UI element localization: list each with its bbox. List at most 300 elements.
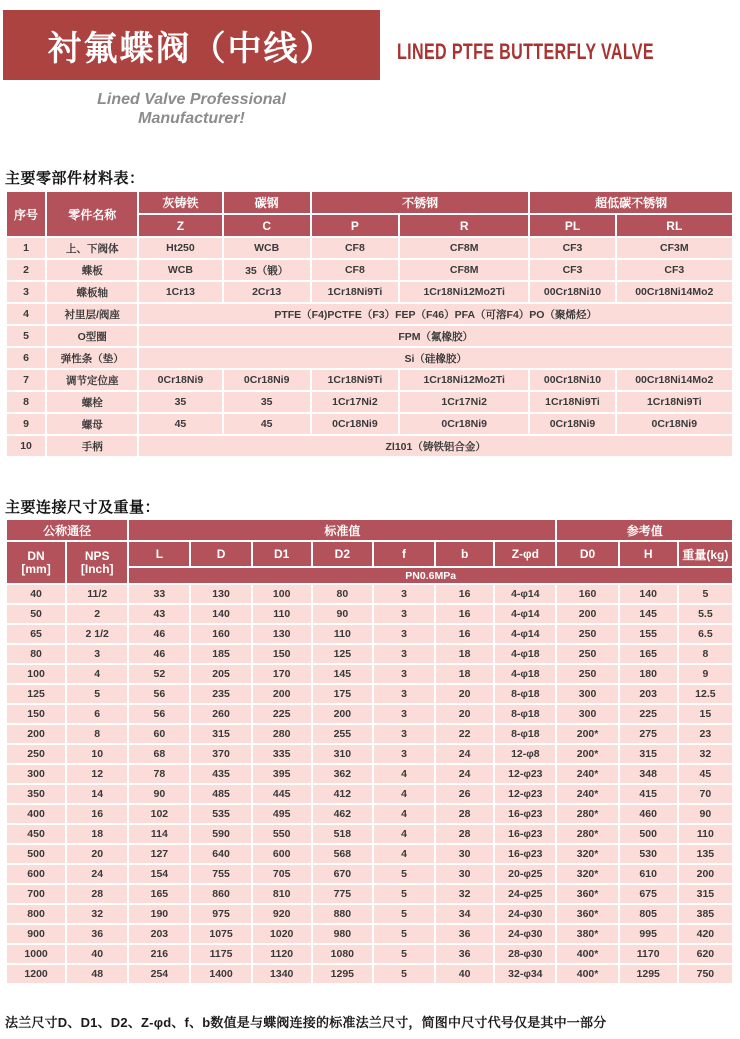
table-row — [7, 765, 732, 783]
table-cell: 8 — [67, 725, 127, 743]
table-cell: 400* — [557, 945, 617, 963]
table-cell: 385 — [679, 905, 732, 923]
table-cell: CF3M — [617, 238, 732, 258]
table-cell: 18 — [436, 665, 493, 683]
code-header-pl: PL — [530, 215, 614, 236]
table-cell: 弹性条（垫） — [47, 348, 137, 368]
table-cell: 4 — [374, 805, 434, 823]
table-row — [7, 625, 732, 643]
table-cell: 10 — [7, 436, 45, 456]
table-row — [7, 304, 732, 324]
table-cell: 310 — [313, 745, 372, 763]
table-cell: Zl101（铸铁铝合金） — [139, 436, 732, 456]
table-cell: 90 — [129, 785, 189, 803]
table-cell: 315 — [620, 745, 677, 763]
table-cell: 400* — [557, 965, 617, 983]
table-cell: 00Cr18Ni14Mo2 — [617, 282, 732, 302]
subtitle — [3, 90, 380, 128]
table-cell: 610 — [620, 865, 677, 883]
table-cell: 205 — [191, 665, 250, 683]
table-cell: 70 — [679, 785, 732, 803]
table-cell: 127 — [129, 845, 189, 863]
table-cell: 45 — [679, 765, 732, 783]
table-cell: 1Cr18Ni9Ti — [312, 370, 398, 390]
table-cell: 14 — [67, 785, 127, 803]
col-header-d2: D2 — [313, 542, 372, 566]
table-cell: 0Cr18Ni9 — [400, 414, 528, 434]
col-header-z-phi-d: Z-φd — [495, 542, 555, 566]
table-cell: 上、下阀体 — [47, 238, 137, 258]
table-cell: 4 — [374, 845, 434, 863]
table-cell: 800 — [7, 905, 65, 923]
code-header-z: Z — [139, 215, 221, 236]
table-cell: 1Cr17Ni2 — [400, 392, 528, 412]
code-header-rl: RL — [617, 215, 732, 236]
table-cell: 568 — [313, 845, 372, 863]
table-cell: 12.5 — [679, 685, 732, 703]
table-cell: 16 — [67, 805, 127, 823]
table-cell: 手柄 — [47, 436, 137, 456]
table-cell: 32 — [67, 905, 127, 923]
table-cell: 180 — [620, 665, 677, 683]
table-cell: 110 — [253, 605, 311, 623]
table-cell: 920 — [253, 905, 311, 923]
table-cell: 28 — [67, 885, 127, 903]
table-cell: 530 — [620, 845, 677, 863]
table-cell: 240* — [557, 785, 617, 803]
dn-unit: [mm] — [21, 561, 51, 576]
table-cell: 00Cr18Ni10 — [530, 282, 614, 302]
table-cell: 0Cr18Ni9 — [530, 414, 614, 434]
table-cell: 3 — [7, 282, 45, 302]
table-cell: 160 — [191, 625, 250, 643]
table-cell: 380* — [557, 925, 617, 943]
table-cell: 130 — [253, 625, 311, 643]
materials-table — [5, 190, 734, 458]
table-cell: 462 — [313, 805, 372, 823]
table-cell: 360* — [557, 885, 617, 903]
table-cell: 675 — [620, 885, 677, 903]
table-row — [7, 585, 732, 603]
table-cell: 56 — [129, 705, 189, 723]
table-cell: 16-φ23 — [495, 825, 555, 843]
table-cell: 22 — [436, 725, 493, 743]
table-cell: 170 — [253, 665, 311, 683]
table-cell: 5 — [679, 585, 732, 603]
table-cell: 160 — [557, 585, 617, 603]
table-cell: 8 — [7, 392, 45, 412]
table-cell: 1Cr18Ni9Ti — [312, 282, 398, 302]
table-cell: 360* — [557, 905, 617, 923]
table-cell: 250 — [557, 645, 617, 663]
table-cell: 30 — [436, 865, 493, 883]
table-cell: 1Cr18Ni9Ti — [617, 392, 732, 412]
table-cell: 400 — [7, 805, 65, 823]
group-header-gray-iron: 灰铸铁 — [139, 192, 221, 213]
table-cell: 4 — [374, 785, 434, 803]
table-cell: 150 — [253, 645, 311, 663]
table-cell: WCB — [139, 260, 221, 280]
table-row — [7, 605, 732, 623]
group-header-reference-values: 参考值 — [557, 520, 732, 540]
code-header-p: P — [312, 215, 398, 236]
table-cell: 315 — [191, 725, 250, 743]
table-cell: 48 — [67, 965, 127, 983]
table-cell: 26 — [436, 785, 493, 803]
col-header-f: f — [374, 542, 434, 566]
table-cell: 250 — [557, 665, 617, 683]
materials-table-body — [7, 238, 732, 456]
table-row — [7, 865, 732, 883]
table-cell: 8-φ18 — [495, 705, 555, 723]
table-row — [7, 370, 732, 390]
table-cell: 315 — [679, 885, 732, 903]
table-cell: 362 — [313, 765, 372, 783]
table-cell: CF3 — [617, 260, 732, 280]
header-row-columns — [7, 542, 732, 566]
english-title: LINED PTFE BUTTERFLY VALVE — [397, 39, 654, 64]
table-cell: 280* — [557, 805, 617, 823]
table-cell: 0Cr18Ni9 — [139, 370, 221, 390]
table-cell: 140 — [620, 585, 677, 603]
table-row — [7, 705, 732, 723]
table-cell: 250 — [557, 625, 617, 643]
table-cell: 1Cr13 — [139, 282, 221, 302]
col-header-d1: D1 — [253, 542, 311, 566]
table-cell: 8-φ18 — [495, 725, 555, 743]
table-cell: 5 — [374, 905, 434, 923]
table-cell: 600 — [253, 845, 311, 863]
table-cell: 15 — [679, 705, 732, 723]
table-row — [7, 725, 732, 743]
table-cell: 18 — [67, 825, 127, 843]
table-cell: 1Cr17Ni2 — [312, 392, 398, 412]
table-cell: 3 — [374, 705, 434, 723]
table-cell: 260 — [191, 705, 250, 723]
table-cell: 40 — [436, 965, 493, 983]
table-row — [7, 945, 732, 963]
table-cell: 68 — [129, 745, 189, 763]
table-cell: 145 — [313, 665, 372, 683]
table-cell: 0Cr18Ni9 — [617, 414, 732, 434]
table-cell: 980 — [313, 925, 372, 943]
table-cell: 5 — [374, 865, 434, 883]
table-cell: 450 — [7, 825, 65, 843]
table-cell: 100 — [253, 585, 311, 603]
table-cell: 1295 — [313, 965, 372, 983]
table-cell: 620 — [679, 945, 732, 963]
group-header-nominal-diameter: 公称通径 — [7, 520, 127, 540]
table-cell: 40 — [7, 585, 65, 603]
table-cell: 5 — [7, 326, 45, 346]
table-cell: 4-φ18 — [495, 665, 555, 683]
table-cell: 3 — [374, 605, 434, 623]
table-cell: 4 — [67, 665, 127, 683]
dimensions-table — [5, 518, 734, 985]
table-cell: 590 — [191, 825, 250, 843]
table-cell: 255 — [313, 725, 372, 743]
table-cell: 110 — [313, 625, 372, 643]
table-cell: 1175 — [191, 945, 250, 963]
table-cell: 140 — [191, 605, 250, 623]
section-title-dimensions: 主要连接尺寸及重量： — [5, 499, 161, 516]
table-cell: 200 — [557, 605, 617, 623]
table-cell: 1075 — [191, 925, 250, 943]
table-row — [7, 965, 732, 983]
table-cell: 35（锻） — [224, 260, 310, 280]
table-cell: 114 — [129, 825, 189, 843]
table-cell: 24 — [436, 745, 493, 763]
table-cell: 11/2 — [67, 585, 127, 603]
table-cell: CF8M — [400, 238, 528, 258]
col-header-dn — [7, 542, 65, 583]
table-cell: 102 — [129, 805, 189, 823]
table-cell: 5 — [374, 925, 434, 943]
table-cell: 705 — [253, 865, 311, 883]
table-cell: 24 — [67, 865, 127, 883]
section-title-materials: 主要零部件材料表： — [5, 170, 145, 187]
table-cell: 00Cr18Ni10 — [530, 370, 614, 390]
table-cell: 5 — [374, 965, 434, 983]
table-cell: 395 — [253, 765, 311, 783]
table-cell: WCB — [224, 238, 310, 258]
table-cell: 16-φ23 — [495, 805, 555, 823]
table-cell: 165 — [129, 885, 189, 903]
table-cell: 320* — [557, 865, 617, 883]
code-header-c: C — [224, 215, 310, 236]
table-cell: 130 — [191, 585, 250, 603]
table-row — [7, 260, 732, 280]
table-cell: 8-φ18 — [495, 685, 555, 703]
table-cell: 500 — [7, 845, 65, 863]
table-cell: 螺母 — [47, 414, 137, 434]
table-cell: 24-φ30 — [495, 925, 555, 943]
table-cell: 35 — [139, 392, 221, 412]
table-row — [7, 282, 732, 302]
table-cell: 518 — [313, 825, 372, 843]
table-cell: 5.5 — [679, 605, 732, 623]
table-cell: 254 — [129, 965, 189, 983]
col-header-l: L — [129, 542, 189, 566]
table-cell: 9 — [679, 665, 732, 683]
table-cell: 蝶板轴 — [47, 282, 137, 302]
table-cell: 28 — [436, 825, 493, 843]
col-header-h: H — [620, 542, 677, 566]
table-cell: 225 — [620, 705, 677, 723]
table-cell: 12 — [67, 765, 127, 783]
table-cell: 16 — [436, 585, 493, 603]
materials-table-header — [7, 192, 732, 236]
table-cell: 3 — [374, 725, 434, 743]
table-row — [7, 392, 732, 412]
table-row — [7, 645, 732, 663]
col-header-no: 序号 — [7, 192, 45, 236]
table-cell: 20 — [436, 705, 493, 723]
table-cell: 200* — [557, 745, 617, 763]
table-cell: 1295 — [620, 965, 677, 983]
table-cell: 4 — [374, 765, 434, 783]
table-cell: 125 — [7, 685, 65, 703]
table-cell: 200* — [557, 725, 617, 743]
table-cell: 24-φ25 — [495, 885, 555, 903]
table-cell: 4 — [374, 825, 434, 843]
table-cell: 4-φ14 — [495, 625, 555, 643]
table-cell: CF3 — [530, 238, 614, 258]
table-cell: 65 — [7, 625, 65, 643]
table-cell: 45 — [224, 414, 310, 434]
nps-label: NPS — [84, 548, 110, 563]
pressure-band: PN0.6MPa — [129, 568, 732, 583]
dimensions-table-body — [7, 585, 732, 983]
table-cell: 16 — [436, 605, 493, 623]
table-cell: 350 — [7, 785, 65, 803]
table-cell: 1200 — [7, 965, 65, 983]
table-cell: 810 — [253, 885, 311, 903]
table-cell: 0Cr18Ni9 — [312, 414, 398, 434]
table-cell: 8 — [679, 645, 732, 663]
group-header-stainless: 不锈钢 — [312, 192, 529, 213]
table-cell: 3 — [374, 745, 434, 763]
table-cell: CF8 — [312, 260, 398, 280]
table-cell: 995 — [620, 925, 677, 943]
table-cell: 200 — [253, 685, 311, 703]
table-cell: 203 — [620, 685, 677, 703]
table-cell: 40 — [67, 945, 127, 963]
group-header-carbon-steel: 碳钢 — [224, 192, 310, 213]
table-cell: 90 — [679, 805, 732, 823]
table-cell: 45 — [139, 414, 221, 434]
table-cell: 0Cr18Ni9 — [224, 370, 310, 390]
table-cell: 20 — [436, 685, 493, 703]
code-header-r: R — [400, 215, 528, 236]
table-cell: 750 — [679, 965, 732, 983]
table-cell: 7 — [7, 370, 45, 390]
table-cell: 190 — [129, 905, 189, 923]
table-cell: 4-φ14 — [495, 605, 555, 623]
table-cell: 24-φ30 — [495, 905, 555, 923]
subtitle-line1: Lined Valve Professional — [97, 91, 286, 108]
table-cell: 4-φ14 — [495, 585, 555, 603]
table-cell: 蝶板 — [47, 260, 137, 280]
table-cell: 370 — [191, 745, 250, 763]
table-row — [7, 685, 732, 703]
table-cell: 36 — [436, 945, 493, 963]
table-cell: 235 — [191, 685, 250, 703]
table-cell: 衬里层/阀座 — [47, 304, 137, 324]
table-cell: 36 — [67, 925, 127, 943]
table-cell: 00Cr18Ni14Mo2 — [617, 370, 732, 390]
table-cell: 100 — [7, 665, 65, 683]
table-cell: 43 — [129, 605, 189, 623]
banner — [3, 10, 380, 80]
table-cell: 28 — [436, 805, 493, 823]
table-cell: 3 — [374, 665, 434, 683]
table-cell: 275 — [620, 725, 677, 743]
table-cell: 9 — [7, 414, 45, 434]
table-cell: O型圈 — [47, 326, 137, 346]
table-row — [7, 785, 732, 803]
table-cell: 335 — [253, 745, 311, 763]
table-cell: 50 — [7, 605, 65, 623]
table-cell: Si（硅橡胶） — [139, 348, 732, 368]
table-cell: 23 — [679, 725, 732, 743]
table-cell: 16 — [436, 625, 493, 643]
table-cell: 860 — [191, 885, 250, 903]
table-cell: 445 — [253, 785, 311, 803]
table-cell: 3 — [374, 625, 434, 643]
table-cell: 280* — [557, 825, 617, 843]
table-cell: 4-φ18 — [495, 645, 555, 663]
table-cell: 110 — [679, 825, 732, 843]
col-header-nps — [67, 542, 127, 583]
table-cell: 35 — [224, 392, 310, 412]
table-cell: 700 — [7, 885, 65, 903]
table-cell: 165 — [620, 645, 677, 663]
table-cell: 18 — [436, 645, 493, 663]
table-cell: 600 — [7, 865, 65, 883]
table-cell: 32-φ34 — [495, 965, 555, 983]
table-cell: 60 — [129, 725, 189, 743]
table-row — [7, 414, 732, 434]
nps-unit: [Inch] — [80, 561, 114, 576]
table-row — [7, 885, 732, 903]
table-cell: 1080 — [313, 945, 372, 963]
table-cell: 32 — [679, 745, 732, 763]
table-cell: 200 — [679, 865, 732, 883]
table-cell: 调节定位座 — [47, 370, 137, 390]
header-row-groups — [7, 192, 732, 213]
table-cell: 200 — [7, 725, 65, 743]
col-header-b: b — [436, 542, 493, 566]
table-cell: 1120 — [253, 945, 311, 963]
table-cell: 150 — [7, 705, 65, 723]
table-row — [7, 745, 732, 763]
subtitle-line2: Manufacturer! — [138, 110, 245, 127]
table-cell: 56 — [129, 685, 189, 703]
table-cell: 216 — [129, 945, 189, 963]
table-cell: 20 — [67, 845, 127, 863]
table-cell: 154 — [129, 865, 189, 883]
table-cell: 280 — [253, 725, 311, 743]
dimensions-table-header — [7, 520, 732, 583]
table-cell: 32 — [436, 885, 493, 903]
table-cell: 320* — [557, 845, 617, 863]
table-cell: 460 — [620, 805, 677, 823]
table-cell: 348 — [620, 765, 677, 783]
col-header-d0: D0 — [557, 542, 617, 566]
table-cell: 775 — [313, 885, 372, 903]
page-title: 衬氟蝶阀（中线） — [47, 29, 336, 68]
table-cell: 2 — [67, 605, 127, 623]
table-cell: 485 — [191, 785, 250, 803]
table-cell: 12-φ23 — [495, 765, 555, 783]
table-cell: 300 — [7, 765, 65, 783]
table-row — [7, 436, 732, 456]
table-cell: 16-φ23 — [495, 845, 555, 863]
table-cell: 640 — [191, 845, 250, 863]
group-header-ultra-low-carbon: 超低碳不锈钢 — [530, 192, 732, 213]
table-cell: 203 — [129, 925, 189, 943]
table-cell: CF8M — [400, 260, 528, 280]
table-cell: 78 — [129, 765, 189, 783]
table-cell: 3 — [67, 645, 127, 663]
table-cell: 80 — [7, 645, 65, 663]
table-cell: PTFE（F4)PCTFE（F3）FEP（F46）PFA（可溶F4）PO（聚烯烃） — [139, 304, 732, 324]
table-cell: 52 — [129, 665, 189, 683]
table-cell: 46 — [129, 645, 189, 663]
table-cell: 300 — [557, 705, 617, 723]
table-cell: 415 — [620, 785, 677, 803]
